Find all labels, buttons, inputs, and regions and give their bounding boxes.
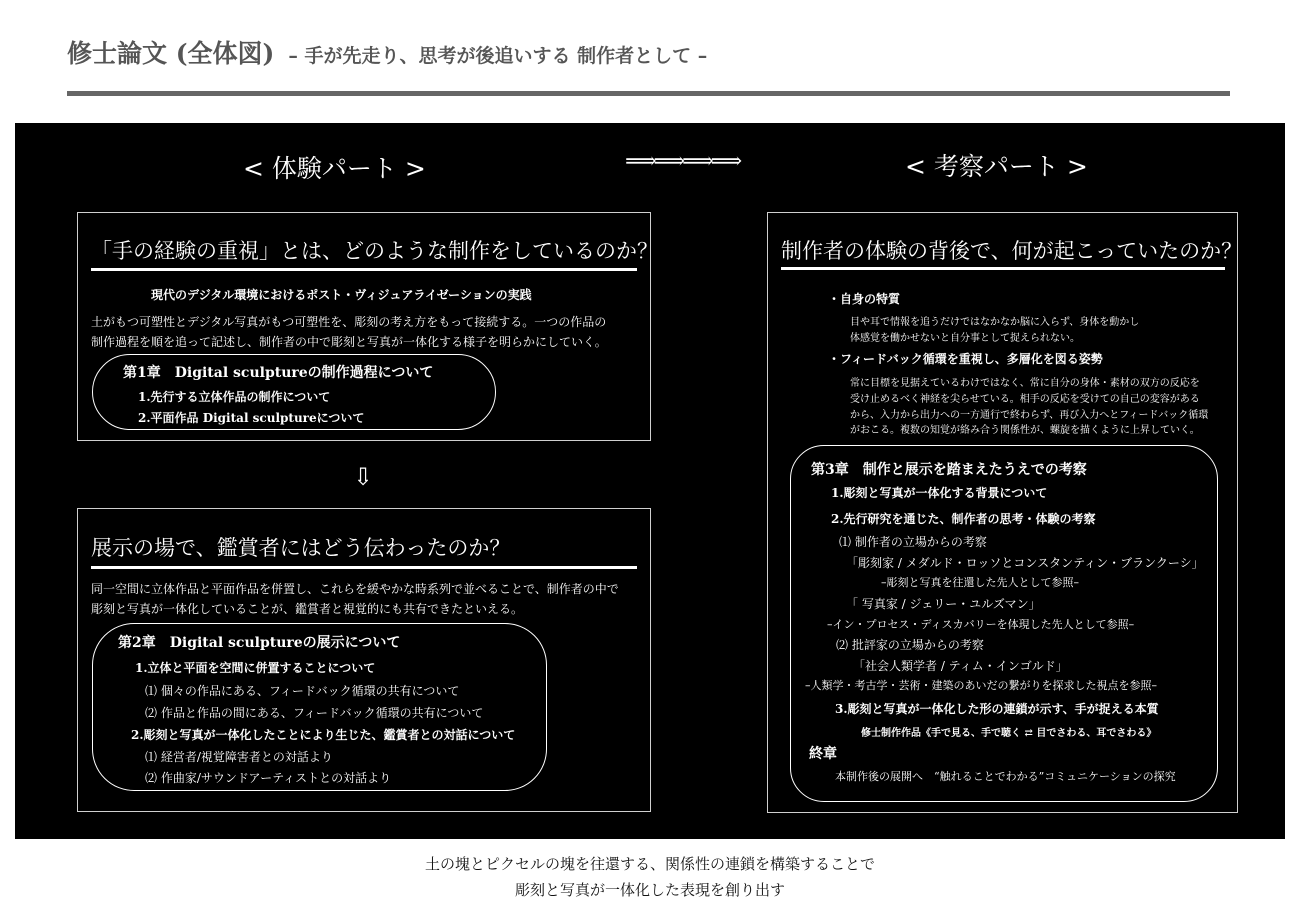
flow-arrows: ⟹⟹⟹⟹ bbox=[625, 149, 740, 174]
chapter1-item-1: 1.先行する立体作品の制作について bbox=[138, 390, 331, 404]
chapter1-title: 第1章 Digital sculptureの制作過程について bbox=[123, 365, 434, 381]
chapter2-title: 第2章 Digital sculptureの展示について bbox=[118, 635, 401, 651]
box1-underline bbox=[91, 268, 637, 271]
reflection-part-title: < 考察パート > bbox=[905, 152, 1088, 181]
chapter3-sub-1: ⑴ 制作者の立場からの考察 bbox=[839, 535, 987, 549]
chapter3-quote-3: 「社会人類学者 / ティム・インゴルド」 bbox=[853, 659, 1068, 673]
chapter1-item-2: 2.平面作品 Digital sculptureについて bbox=[138, 411, 365, 425]
box1-question: 「手の経験の重視」とは、どのような制作をしているのか？ bbox=[91, 239, 658, 263]
diagram-panel bbox=[15, 123, 1285, 839]
experience-part-title: < 体験パート > bbox=[243, 154, 426, 183]
box2-underline bbox=[91, 566, 637, 569]
box2-desc-1: 同一空間に立体作品と平面作品を併置し、これらを緩やかな時系列で並べることで、制作者の中で bbox=[91, 582, 619, 596]
reflection-underline bbox=[781, 267, 1225, 270]
chapter2-item-2: 2.彫刻と写真が一体化したことにより生じた、鑑賞者との対話について bbox=[131, 728, 516, 742]
header-rule bbox=[67, 91, 1230, 96]
chapter2-box bbox=[92, 623, 547, 791]
chapter3-note-1: –彫刻と写真を往還した先人として参照– bbox=[881, 576, 1079, 589]
point2-line-4: がおこる。複数の知覚が絡み合う関係性が、螺旋を描くように上昇していく。 bbox=[850, 425, 1200, 436]
chapter3-title: 第3章 制作と展示を踏まえたうえでの考察 bbox=[811, 462, 1087, 478]
experience-box-2 bbox=[77, 508, 651, 812]
chapter2-item-1a: ⑴ 個々の作品にある、フィードバック循環の共有について bbox=[145, 684, 460, 698]
page-title: 修士論文 (全体図) bbox=[67, 39, 275, 68]
footer-line-2: 彫刻と写真が一体化した表現を創り出す bbox=[514, 881, 785, 899]
chapter3-sub-2: ⑵ 批評家の立場からの考察 bbox=[836, 638, 984, 652]
box1-desc-2: 制作過程を順を追って記述し、制作者の中で彫刻と写真が一体化する様子を明らかにしていく。 bbox=[91, 335, 607, 349]
footer-line-1: 土の塊とピクセルの塊を往還する、関係性の連鎖を構築することで bbox=[424, 855, 875, 873]
chapter1-box bbox=[92, 354, 496, 430]
chapter3-item-3: 3.彫刻と写真が一体化した形の連鎖が示す、手が捉える本質 bbox=[835, 702, 1159, 716]
chapter3-item-2: 2.先行研究を通じた、制作者の思考・体験の考察 bbox=[831, 512, 1096, 526]
final-chapter-title: 終章 bbox=[809, 746, 837, 762]
chapter3-note-3: –人類学・考古学・芸術・建築のあいだの繋がりを探求した視点を参照– bbox=[805, 679, 1157, 692]
chapter3-item-1: 1.彫刻と写真が一体化する背景について bbox=[831, 486, 1048, 500]
chapter3-item-3-note: 修士制作作品《手で見る、手で聴く ⇄ 目でさわる、耳でさわる》 bbox=[861, 728, 1157, 739]
page-header bbox=[67, 34, 707, 70]
down-arrow-icon: ⇩ bbox=[353, 463, 374, 491]
point2-line-2: 受け止めるべく神経を尖らせている。相手の反応を受けての自己の変容がある bbox=[850, 394, 1200, 405]
box1-heading: 現代のデジタル環境におけるポスト・ヴィジュアライゼーションの実践 bbox=[151, 288, 532, 302]
chapter2-item-2b: ⑵ 作曲家/サウンドアーティストとの対話より bbox=[145, 771, 392, 785]
chapter2-item-2a: ⑴ 経営者/視覚障害者との対話より bbox=[145, 750, 333, 764]
reflection-question: 制作者の体験の背後で、何が起こっていたのか？ bbox=[781, 239, 1243, 263]
chapter2-item-1: 1.立体と平面を空間に併置することについて bbox=[135, 661, 376, 675]
point1-line-1: 目や耳で情報を追うだけではなかなか脳に入らず、身体を動かし bbox=[850, 317, 1140, 328]
point1-title: ・自身の特質 bbox=[828, 292, 901, 306]
box2-desc-2: 彫刻と写真が一体化していることが、鑑賞者と視覚的にも共有できたといえる。 bbox=[91, 602, 524, 616]
chapter2-item-1b: ⑵ 作品と作品の間にある、フィードバック循環の共有について bbox=[145, 706, 484, 720]
box1-desc-1: 土がもつ可塑性とデジタル写真がもつ可塑性を、彫刻の考え方をもって接続する。一つの作品の bbox=[91, 315, 607, 329]
chapter3-quote-1: 「彫刻家 / メダルド・ロッソとコンスタンティン・ブランクーシ」 bbox=[846, 556, 1204, 570]
chapter3-box bbox=[790, 445, 1218, 802]
reflection-box bbox=[767, 212, 1243, 813]
box2-question: 展示の場で、鑑賞者にはどう伝わったのか？ bbox=[91, 536, 511, 560]
page-subtitle: – 手が先走り、思考が後追いする 制作者として – bbox=[288, 45, 708, 67]
point2-title: ・フィードバック循環を重視し、多層化を図る姿勢 bbox=[828, 352, 1103, 366]
chapter3-note-2: –イン・プロセス・ディスカバリーを体現した先人として参照– bbox=[827, 618, 1135, 631]
point2-line-3: から、入力から出力への一方通行で終わらず、再び入力へとフィードバック循環 bbox=[850, 410, 1209, 421]
experience-box-1 bbox=[77, 212, 658, 441]
point1-line-2: 体感覚を働かせないと自分事として捉えられない。 bbox=[850, 333, 1080, 344]
chapter3-quote-2: 「 写真家 / ジェリー・ユルズマン」 bbox=[846, 597, 1041, 611]
point2-line-1: 常に目標を見据えているわけではなく、常に自分の身体・素材の双方の反応を bbox=[850, 378, 1200, 389]
final-chapter-desc: 本制作後の展開へ “触れることでわかる”コミュニケーションの探究 bbox=[835, 770, 1176, 783]
